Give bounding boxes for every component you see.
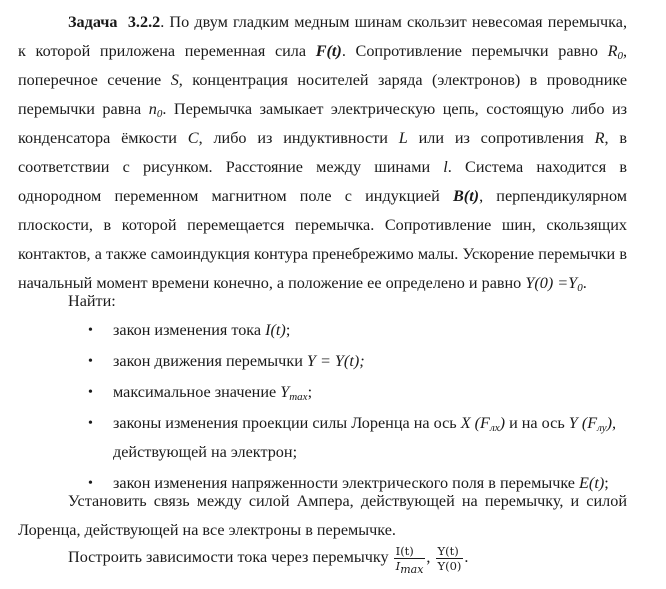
list-item: • закон движения перемычки Y = Y(t);	[0, 347, 640, 376]
find-label: Найти:	[68, 292, 116, 310]
list-item: • закон изменения тока I(t);	[0, 316, 640, 345]
fraction-position: $\frac{Y(t)}{Y(0)}$	[437, 543, 462, 573]
relation-paragraph: Установить связь между силой Ампера, действующей на перемычку, и силой Лоренца, действующей на все электроны в перемычке.	[18, 492, 627, 539]
find-list	[0, 316, 640, 500]
force-symbol: F(t)	[315, 42, 342, 60]
bullet-icon: •	[88, 476, 93, 491]
bullet-icon: •	[88, 323, 93, 338]
problem-statement: Задача 3.2.2. По двум гладким медным шинам скользит невесомая перемычка, к которой приложена переменная сила F(t). Сопротивление перемычки равно $R_0$, поперечное сечение S, концентрация носителей заряда (электронов) в проводнике перемычки равна $n_0$. Перемычка замыкает электрическую цепь, состоящую либо из конденсатора ёмкости C, либо из индуктивности L или из сопротивления R, в соответствии с рисунком. Расстояние между шинами l. Система находится в однородном переменном магнитном поле с индукцией B(t), перпендикулярном плоскости, в которой перемещается перемычка. Сопротивление шин, скользящих контактов, а также самоиндукция контура пренебрежимо малы. Ускорение перемычки в начальный момент времени конечно, а положение ее определено и равно $Y(0) =Y_0$.	[18, 13, 628, 294]
bullet-icon: •	[88, 354, 93, 369]
fraction-current: $\frac{I(t)}{I_{max}}$	[395, 543, 424, 576]
problem-label: Задача	[68, 13, 118, 31]
list-item: • максимальное значение $Y_{max}$;	[0, 378, 640, 407]
bullet-icon: •	[88, 385, 93, 400]
b-field-symbol: B(t)	[453, 187, 480, 205]
list-item: • законы изменения проекции силы Лоренца на ось X $(F_{лх})$ и на ось Y $(F_{лу})$, действующей на электрон;	[0, 409, 640, 467]
bullet-icon: •	[88, 416, 93, 431]
plot-paragraph: Построить зависимости тока через перемычку $\frac{I(t)}{I_{max}}$ , $\frac{Y(t)}{Y(0)}$ .	[68, 543, 469, 576]
problem-number: 3.2.2	[127, 13, 161, 31]
list-item: • закон изменения напряженности электрического поля в перемычке E(t);	[0, 469, 640, 498]
